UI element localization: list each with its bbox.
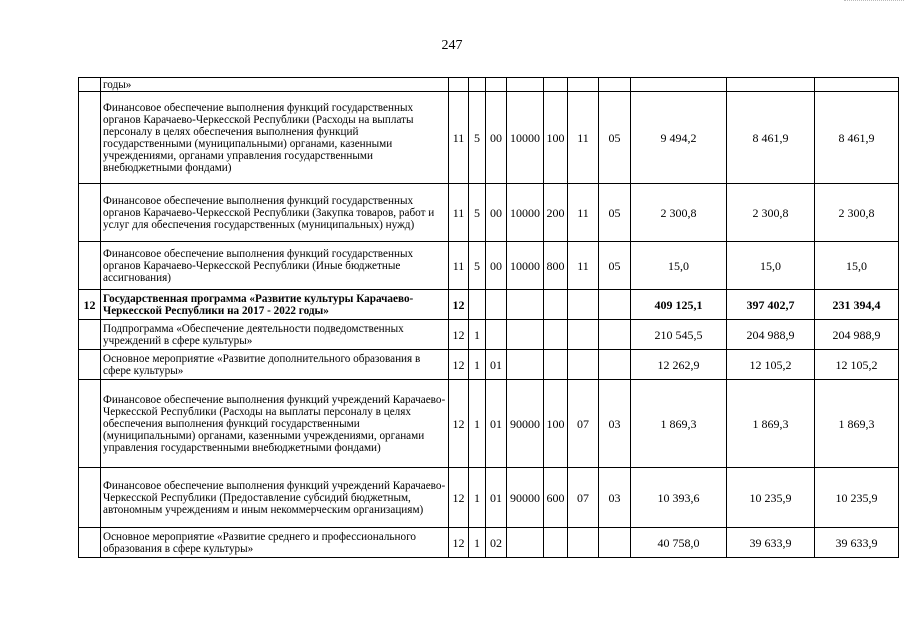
amount-year-3: 1 869,3 [815, 380, 899, 468]
table-row [79, 92, 899, 184]
code-expense-type: 200 [544, 184, 568, 242]
row-index [79, 184, 101, 242]
amount-year-1: 409 125,1 [631, 290, 727, 320]
code-event: 01 [486, 380, 507, 468]
code-expense-type [544, 320, 568, 350]
page-number: 247 [441, 38, 463, 53]
row-index [79, 468, 101, 528]
amount-year-1 [631, 78, 727, 92]
code-event: 02 [486, 528, 507, 558]
row-name: Государственная программа «Развитие культуры Карачаево-Черкесской Республики на 2017 - 2022 годы» [101, 290, 449, 320]
code-gp: 11 [449, 184, 469, 242]
code-direction: 90000 [507, 380, 544, 468]
amount-year-1: 40 758,0 [631, 528, 727, 558]
code-sub: 1 [469, 350, 486, 380]
table-row [79, 380, 899, 468]
row-name: Основное мероприятие «Развитие среднего и профессионального образования в сфере культуры» [101, 528, 449, 558]
code-gp: 12 [449, 350, 469, 380]
code-expense-type [544, 350, 568, 380]
code-gp: 12 [449, 290, 469, 320]
code-subsection: 03 [599, 468, 631, 528]
code-direction [507, 528, 544, 558]
amount-year-1: 1 869,3 [631, 380, 727, 468]
code-subsection [599, 320, 631, 350]
code-subsection [599, 350, 631, 380]
row-index: 12 [79, 290, 101, 320]
amount-year-2: 204 988,9 [727, 320, 815, 350]
code-expense-type: 100 [544, 380, 568, 468]
code-gp: 11 [449, 242, 469, 290]
code-section: 11 [568, 242, 599, 290]
code-event [486, 290, 507, 320]
code-direction: 10000 [507, 92, 544, 184]
code-expense-type: 600 [544, 468, 568, 528]
code-subsection: 03 [599, 380, 631, 468]
code-direction: 10000 [507, 184, 544, 242]
table-row [79, 184, 899, 242]
row-name: Финансовое обеспечение выполнения функций государственных органов Карачаево-Черкесской Республики (Расходы на выплаты персоналу в целях обеспечения выполнения функций государственными (муниципальными) органами, казенными учреждениями, органами управления государственными внебюджетными фондами) [101, 92, 449, 184]
row-index [79, 92, 101, 184]
code-sub: 1 [469, 528, 486, 558]
code-sub: 1 [469, 468, 486, 528]
amount-year-3: 2 300,8 [815, 184, 899, 242]
amount-year-3: 231 394,4 [815, 290, 899, 320]
code-gp [449, 78, 469, 92]
amount-year-2: 15,0 [727, 242, 815, 290]
table-row [79, 320, 899, 350]
code-gp: 12 [449, 380, 469, 468]
amount-year-3 [815, 78, 899, 92]
code-direction [507, 350, 544, 380]
amount-year-3: 8 461,9 [815, 92, 899, 184]
code-section [568, 350, 599, 380]
code-event [486, 320, 507, 350]
code-expense-type [544, 528, 568, 558]
code-sub [469, 78, 486, 92]
row-name: Финансовое обеспечение выполнения функций учреждений Карачаево-Черкесской Республики (Предоставление субсидий бюджетным, автономным учреждениям и иным некоммерческим организациям) [101, 468, 449, 528]
amount-year-2: 10 235,9 [727, 468, 815, 528]
code-section: 07 [568, 468, 599, 528]
code-direction [507, 78, 544, 92]
table-row [79, 468, 899, 528]
code-sub [469, 290, 486, 320]
amount-year-1: 2 300,8 [631, 184, 727, 242]
code-section [568, 528, 599, 558]
code-event: 01 [486, 468, 507, 528]
row-name: Основное мероприятие «Развитие дополнительного образования в сфере культуры» [101, 350, 449, 380]
amount-year-2: 8 461,9 [727, 92, 815, 184]
budget-table [78, 77, 899, 558]
row-index [79, 320, 101, 350]
code-section: 11 [568, 92, 599, 184]
code-event [486, 78, 507, 92]
code-gp: 12 [449, 320, 469, 350]
code-expense-type: 100 [544, 92, 568, 184]
code-sub: 5 [469, 242, 486, 290]
code-subsection: 05 [599, 184, 631, 242]
amount-year-3: 12 105,2 [815, 350, 899, 380]
table-row [79, 290, 899, 320]
code-sub: 1 [469, 380, 486, 468]
code-section: 07 [568, 380, 599, 468]
code-subsection [599, 528, 631, 558]
row-name: Финансовое обеспечение выполнения функций государственных органов Карачаево-Черкесской Республики (Закупка товаров, работ и услуг для обеспечения государственных (муниципальных) нужд) [101, 184, 449, 242]
row-index [79, 528, 101, 558]
table-row [79, 242, 899, 290]
code-gp: 11 [449, 92, 469, 184]
row-name: Финансовое обеспечение выполнения функций учреждений Карачаево-Черкесской Республики (Расходы на выплаты персоналу в целях обеспечения выполнения функций государственными (муниципальными) органами, казенными учреждениями, органами управления государственными внебюджетными фондами) [101, 380, 449, 468]
row-index [79, 242, 101, 290]
code-gp: 12 [449, 468, 469, 528]
code-event: 00 [486, 242, 507, 290]
code-section [568, 290, 599, 320]
code-expense-type: 800 [544, 242, 568, 290]
code-section [568, 320, 599, 350]
amount-year-1: 210 545,5 [631, 320, 727, 350]
code-event: 01 [486, 350, 507, 380]
code-direction: 10000 [507, 242, 544, 290]
code-section: 11 [568, 184, 599, 242]
code-subsection: 05 [599, 242, 631, 290]
amount-year-2 [727, 78, 815, 92]
row-name: годы» [101, 78, 449, 92]
amount-year-1: 10 393,6 [631, 468, 727, 528]
code-event: 00 [486, 184, 507, 242]
code-section [568, 78, 599, 92]
amount-year-3: 204 988,9 [815, 320, 899, 350]
amount-year-2: 2 300,8 [727, 184, 815, 242]
amount-year-3: 15,0 [815, 242, 899, 290]
code-direction: 90000 [507, 468, 544, 528]
row-index [79, 380, 101, 468]
code-sub: 1 [469, 320, 486, 350]
code-subsection [599, 78, 631, 92]
row-name: Подпрограмма «Обеспечение деятельности подведомственных учреждений в сфере культуры» [101, 320, 449, 350]
amount-year-1: 15,0 [631, 242, 727, 290]
amount-year-1: 9 494,2 [631, 92, 727, 184]
code-subsection [599, 290, 631, 320]
code-expense-type [544, 290, 568, 320]
code-gp: 12 [449, 528, 469, 558]
amount-year-1: 12 262,9 [631, 350, 727, 380]
table-row [79, 78, 899, 92]
code-direction [507, 320, 544, 350]
amount-year-2: 1 869,3 [727, 380, 815, 468]
code-sub: 5 [469, 92, 486, 184]
row-name: Финансовое обеспечение выполнения функций государственных органов Карачаево-Черкесской Республики (Иные бюджетные ассигнования) [101, 242, 449, 290]
amount-year-2: 39 633,9 [727, 528, 815, 558]
amount-year-3: 10 235,9 [815, 468, 899, 528]
code-expense-type [544, 78, 568, 92]
amount-year-2: 12 105,2 [727, 350, 815, 380]
row-index [79, 78, 101, 92]
row-index [79, 350, 101, 380]
code-direction [507, 290, 544, 320]
amount-year-3: 39 633,9 [815, 528, 899, 558]
code-event: 00 [486, 92, 507, 184]
scan-edge-mark [844, 0, 904, 2]
amount-year-2: 397 402,7 [727, 290, 815, 320]
code-subsection: 05 [599, 92, 631, 184]
table-row [79, 350, 899, 380]
table-row [79, 528, 899, 558]
code-sub: 5 [469, 184, 486, 242]
